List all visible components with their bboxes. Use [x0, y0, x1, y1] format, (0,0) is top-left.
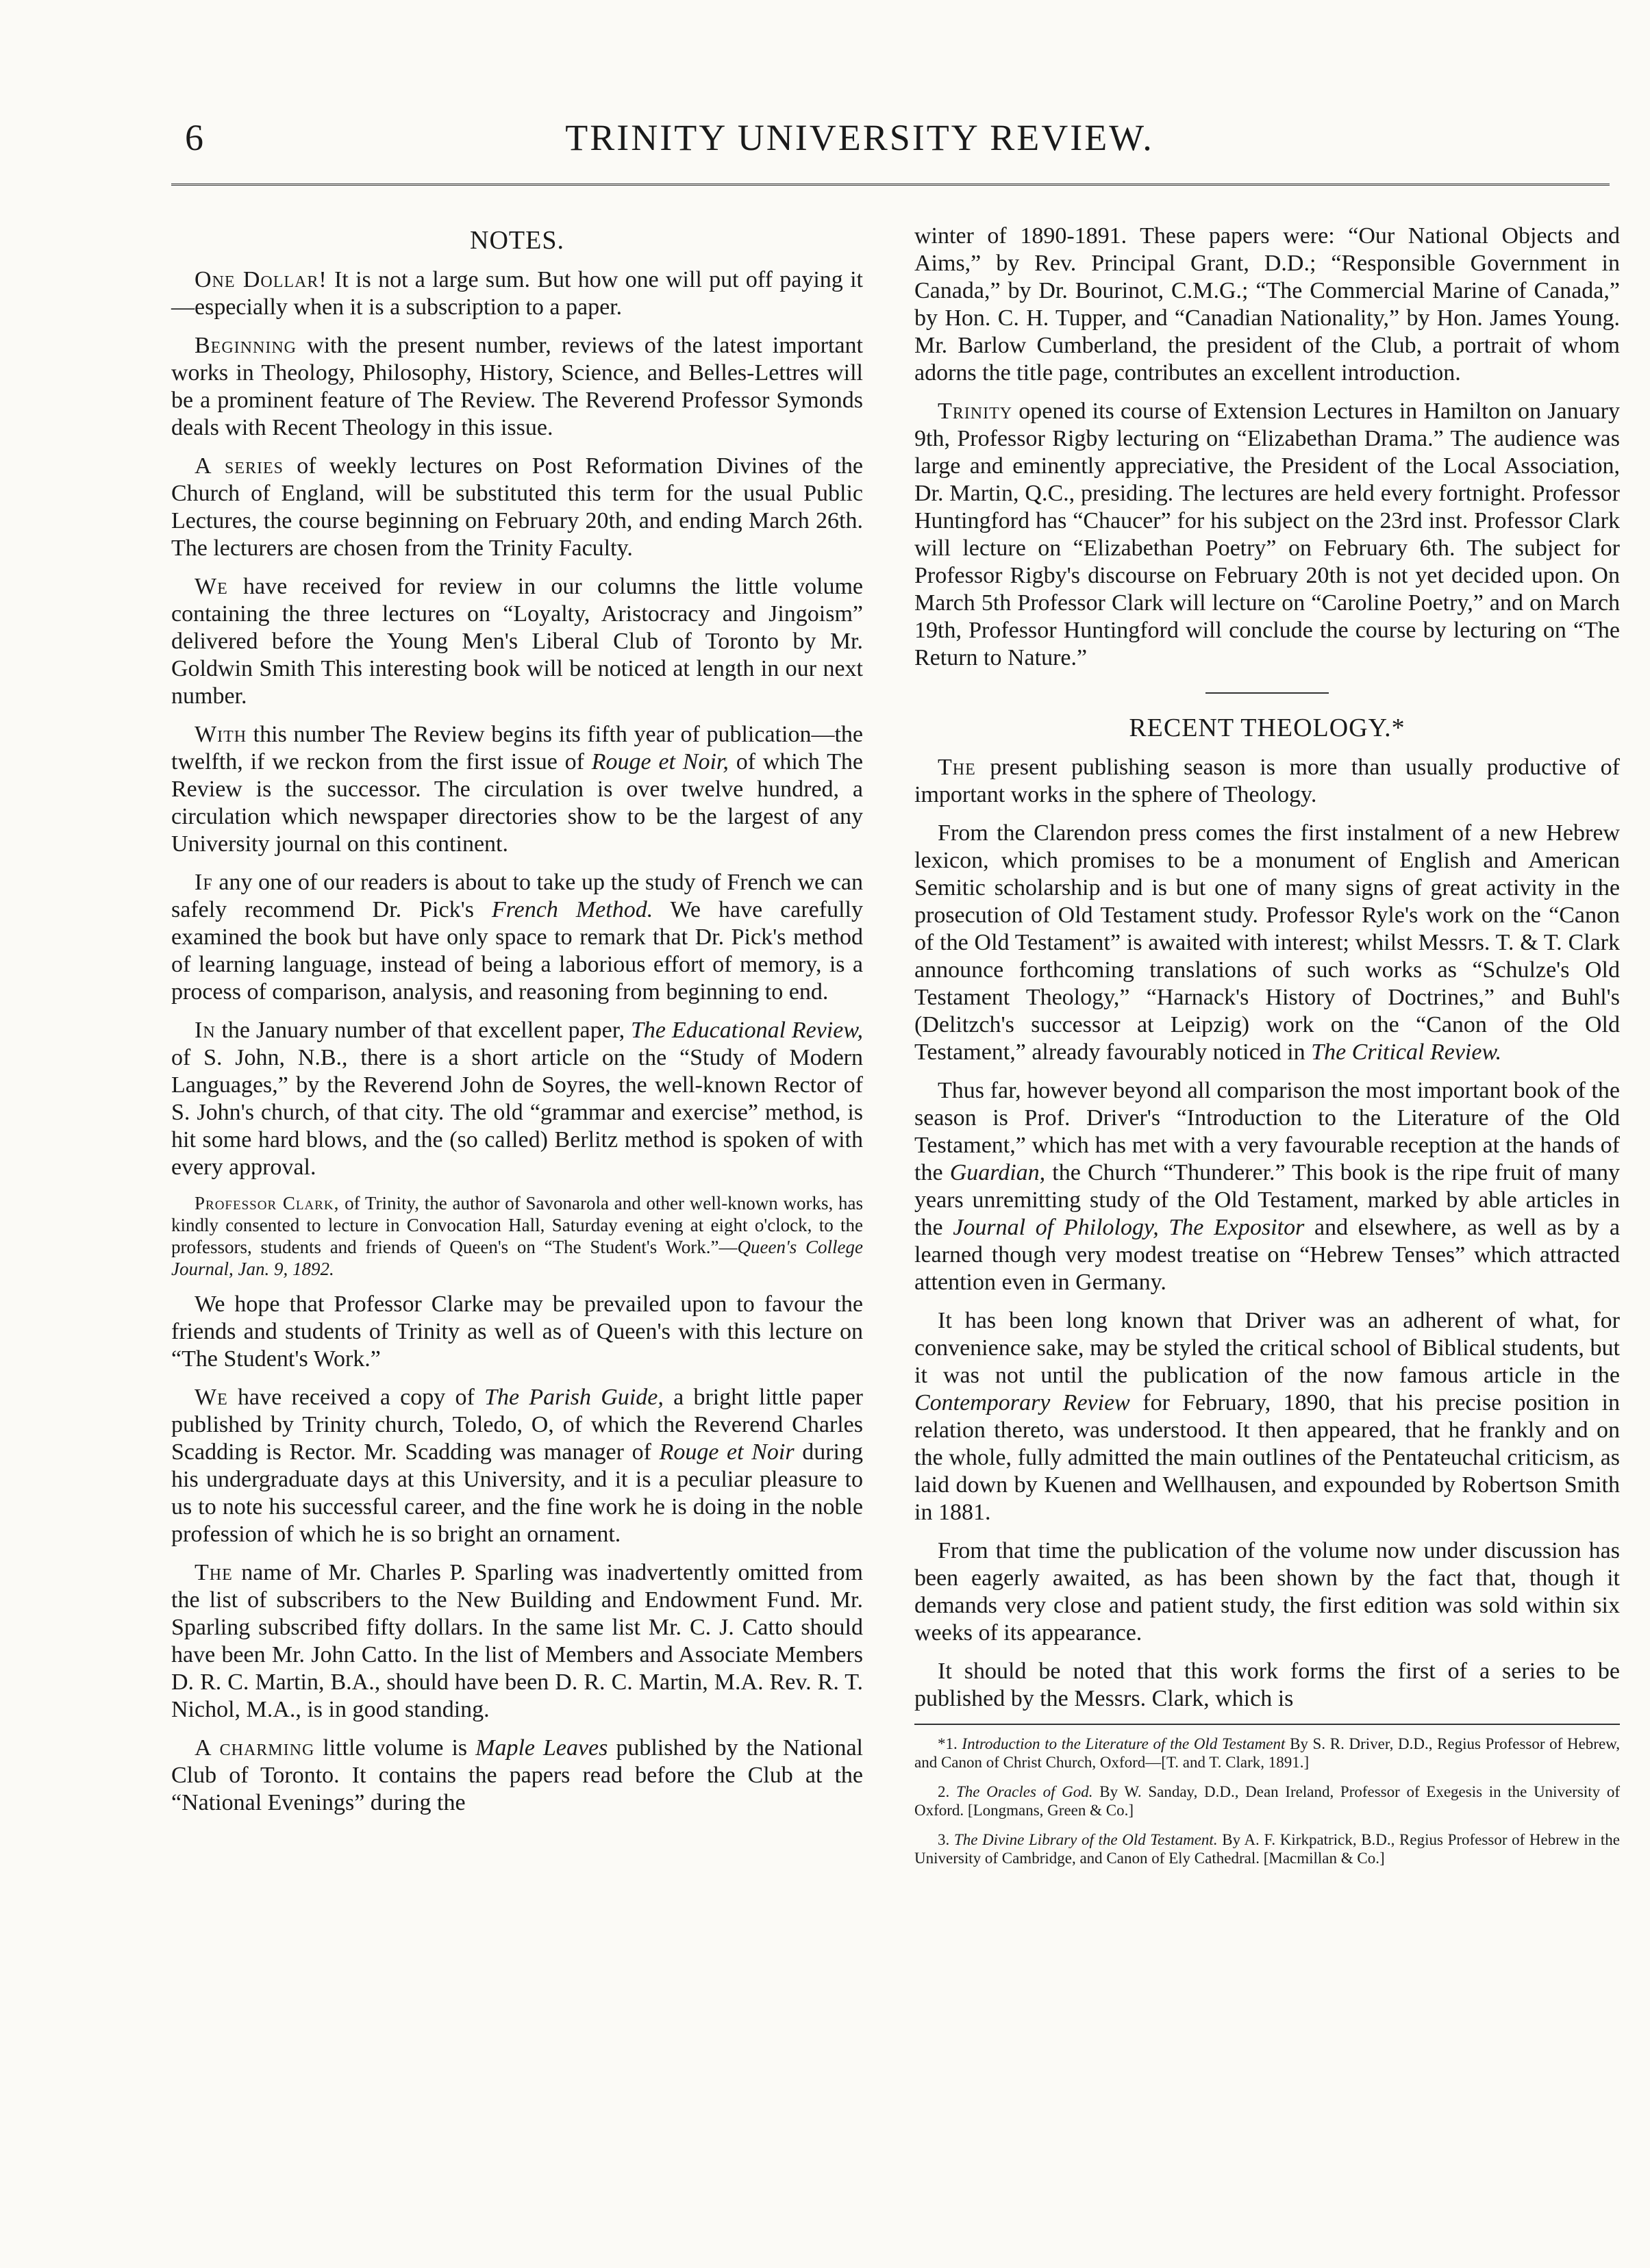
page-number: 6 — [185, 117, 203, 158]
note-paragraph: We hope that Professor Clarke may be prevailed upon to favour the friends and students of Trinity as well as of Queen's with this lecture on “The Student's Work.” — [171, 1292, 863, 1372]
note-paragraph: In the January number of that excellent paper, The Educational Review, of S. John, N.B., there is a short article on the “Study of Modern Languages,” by the Reverend John de Soyres, the well-known Rector of S. John's church, of that city. The old “grammar and exercise” method, is hit some hard blows, and the (so called) Berlitz method is spoken of with every approval. — [171, 1018, 863, 1180]
article-paragraph: It should be noted that this work forms the first of a series to be published by the Messrs. Clark, which is — [914, 1659, 1620, 1711]
note-continuation: winter of 1890-1891. These papers were: “Our National Objects and Aims,” by Rev. Principal Grant, D.D.; “Responsible Government in Canada,” by Dr. Bourinot, C.M.G.; “The Commercial Marine of Canada,” by Hon. C. H. Tupper, and “Canadian Nationality,” by Hon. James Young. Mr. Barlow Cumberland, the president of the Club, a portrait of whom adorns the title page, contributes an excellent introduction. — [914, 223, 1620, 386]
note-paragraph: One Dollar! It is not a large sum. But how one will put off paying it—especially when it is a subscription to a paper. — [171, 267, 863, 320]
footnote: 2. The Oracles of God. By W. Sanday, D.D., Dean Ireland, Professor of Exegesis in the University of Oxford. [Longmans, Green & Co.] — [914, 1783, 1621, 1819]
article-paragraph: From that time the publication of the volume now under discussion has been eagerly awaited, as has been shown by the fact that, though it demands very close and patient study, the first edition was sold within six weeks of its appearance. — [914, 1538, 1620, 1646]
journal-title: TRINITY UNIVERSITY REVIEW. — [565, 117, 1154, 158]
header-rule — [171, 184, 1610, 186]
recent-theology-heading: RECENT THEOLOGY.* — [1129, 714, 1405, 742]
footnote-rule — [914, 1724, 1620, 1725]
article-paragraph: The present publishing season is more than usually productive of important works in the sphere of Theology. — [914, 755, 1620, 807]
note-paragraph: The name of Mr. Charles P. Sparling was inadvertently omitted from the list of subscribers to the New Building and Endowment Fund. Mr. Sparling subscribed fifty dollars. In the same list Mr. C. J. Catto should have been Mr. John Catto. In the list of Members and Associate Members D. R. C. Martin, B.A., should have been D. R. C. Martin, M.A. Rev. R. T. Nichol, M.A., is in good standing. — [171, 1560, 863, 1722]
article-paragraph: It has been long known that Driver was an adherent of what, for convenience sake, may be styled the critical school of Biblical students, but it was not until the publication of the now famous article in the Contemporary Review for February, 1890, that his precise position in relation thereto, was understood. It then appeared, that he frankly and on the whole, fully admitted the main outlines of the Pentateuchal criticism, as laid down by Kuenen and Wellhausen, and expounded by Robertson Smith in 1881. — [914, 1308, 1620, 1525]
right-column — [914, 223, 1620, 1878]
note-paragraph: If any one of our readers is about to take up the study of French we can safely recommend Dr. Pick's French Method. We have carefully examined the book but have only space to remark that Dr. Pick's method of learning language, instead of being a laborious effort of memory, is a process of comparison, analysis, and reasoning from beginning to end. — [171, 870, 863, 1005]
footnote: *1. Introduction to the Literature of the Old Testament By S. R. Driver, D.D., Regius Professor of Hebrew, and Canon of Christ Church, Oxford—[T. and T. Clark, 1891.] — [914, 1735, 1621, 1771]
footnote: 3. The Divine Library of the Old Testament. By A. F. Kirkpatrick, B.D., Regius Professor of Hebrew in the University of Cambridge, and Canon of Ely Cathedral. [Macmillan & Co.] — [914, 1831, 1621, 1867]
note-paragraph: Beginning with the present number, reviews of the latest important works in Theology, Philosophy, History, Science, and Belles-Lettres will be a prominent feature of The Review. The Reverend Professor Symonds deals with Recent Theology in this issue. — [171, 333, 863, 440]
left-column — [171, 223, 863, 1828]
quoted-notice: Professor Clark, of Trinity, the author of Savonarola and other well-known works, has kindly consented to lecture in Convocation Hall, Saturday evening at eight o'clock, to the professors, students and friends of Queen's on “The Student's Work.”—Queen's College Journal, Jan. 9, 1892. — [171, 1193, 863, 1279]
page-header — [171, 116, 1548, 171]
article-paragraph: Thus far, however beyond all comparison the most important book of the season is Prof. Driver's “Introduction to the Literature of the Old Testament,” which has met with a very favourable reception at the hands of the Guardian, the Church “Thunderer.” This book is the ripe fruit of many years unremitting study of the Old Testament, marked by able articles in the Journal of Philology, The Expositor and elsewhere, as well as by a learned though very modest treatise on “Hebrew Tenses” which attracted attention even in Germany. — [914, 1078, 1620, 1295]
article-paragraph: From the Clarendon press comes the first instalment of a new Hebrew lexicon, which promises to be a monument of English and American Semitic scholarship and is but one of many signs of great activity in the prosecution of Old Testament study. Professor Ryle's work on the “Canon of the Old Testament” is awaited with interest; whilst Messrs. T. & T. Clark announce forthcoming translations of such works as “Schulze's Old Testament Theology,” “Harnack's History of Doctrines,” and Buhl's (Delitzch's successor at Leipzig) work on the “Canon of the Old Testament,” already favourably noticed in The Critical Review. — [914, 820, 1620, 1065]
note-paragraph: With this number The Review begins its fifth year of publication—the twelfth, if we reckon from the first issue of Rouge et Noir, of which The Review is the successor. The circulation is over twelve hundred, a circulation which newspaper directories show to be the largest of any University journal on this continent. — [171, 722, 863, 857]
notes-heading: NOTES. — [470, 226, 564, 255]
note-paragraph: A series of weekly lectures on Post Reformation Divines of the Church of England, will be substituted this term for the usual Public Lectures, the course beginning on February 20th, and ending March 26th. The lecturers are chosen from the Trinity Faculty. — [171, 453, 863, 561]
note-paragraph: We have received a copy of The Parish Guide, a bright little paper published by Trinity church, Toledo, O, of which the Reverend Charles Scadding is Rector. Mr. Scadding was manager of Rouge et Noir during his undergraduate days at this University, and it is a peculiar pleasure to us to note his successful career, and the fine work he is doing in the noble profession of which he is so bright an ornament. — [171, 1385, 863, 1547]
section-divider — [1205, 692, 1329, 694]
note-paragraph: We have received for review in our columns the little volume containing the three lectures on “Loyalty, Aristocracy and Jingoism” delivered before the Young Men's Liberal Club of Toronto by Mr. Goldwin Smith This interesting book will be noticed at length in our next number. — [171, 574, 863, 709]
note-paragraph: A charming little volume is Maple Leaves published by the National Club of Toronto. It contains the papers read before the Club at the “National Evenings” during the — [171, 1735, 864, 1815]
note-paragraph: Trinity opened its course of Extension Lectures in Hamilton on January 9th, Professor Rigby lecturing on “Elizabethan Drama.” The audience was large and eminently appreciative, the President of the Local Association, Dr. Martin, Q.C., presiding. The lectures are held every fortnight. Professor Huntingford has “Chaucer” for his subject on the 23rd inst. Professor Clark will lecture on “Elizabethan Poetry” on February 6th. The subject for Professor Rigby's discourse on February 20th is not yet decided upon. On March 5th Professor Clark will lecture on “Caroline Poetry,” and on March 19th, Professor Huntingford will conclude the course by lecturing on “The Return to Nature.” — [914, 399, 1620, 670]
